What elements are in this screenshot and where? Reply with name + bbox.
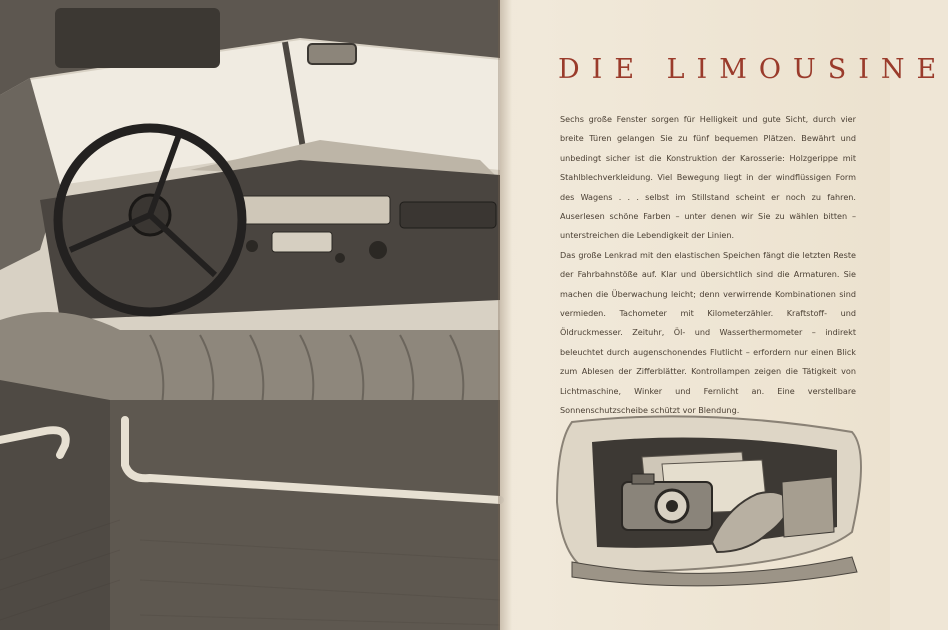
paragraph-body: Sechs große Fenster sorgen für Helligkeit und gute Sicht, durch vier breite Türen gelangen Sie zu fünf bequemen Plätzen. Bewährt und unbedingt sicher ist die Konstruktion der Karosserie: Holzgerippe mit Stahlblechverkleidung. Viel Bewegung liegt in der windflüssigen Form des Wagens . . . selbst im Stillstand scheint er noch zu fahren. Auserlesen schöne Farben – unter denen wir Sie zu wählen bitten – unterstreichen die Lebendigkeit der Linien.	[560, 114, 856, 241]
rear-view-mirror	[308, 44, 356, 64]
rear-seat-panel	[105, 400, 500, 630]
body-copy	[560, 110, 856, 421]
text-page	[512, 0, 948, 630]
instrument-cluster	[240, 196, 390, 224]
page-fold	[498, 0, 512, 630]
glovebox-lid	[400, 202, 496, 228]
small-box	[782, 477, 834, 537]
sun-visor	[55, 8, 220, 68]
gauge-panel	[272, 232, 332, 252]
glovebox-illustration	[552, 412, 870, 582]
paragraph-dashboard: Das große Lenkrad mit den elastischen Speichen fängt die letzten Reste der Fahrbahnstöße auf. Klar und übersichtlich sind die Armaturen. Sie machen die Überwachung leicht; denn verwirrende Kombinationen sind vermieden. Tachometer mit Kilometerzähler. Kraftstoff- und Öldruckmesser. Zeituhr, Öl- und Wasserthermometer – indirekt beleuchtet durch augenschonendes Flutlicht – erfordern nur einen Blick zum Ablesen der Zifferblätter. Kontrollampen zeigen die Tätigkeit von Lichtmaschine, Winker und Fernlicht an. Eine verstellbare Sonnenschutzscheibe schützt vor Blendung.	[560, 249, 856, 416]
page-title: DIE LIMOUSINE	[558, 54, 948, 85]
